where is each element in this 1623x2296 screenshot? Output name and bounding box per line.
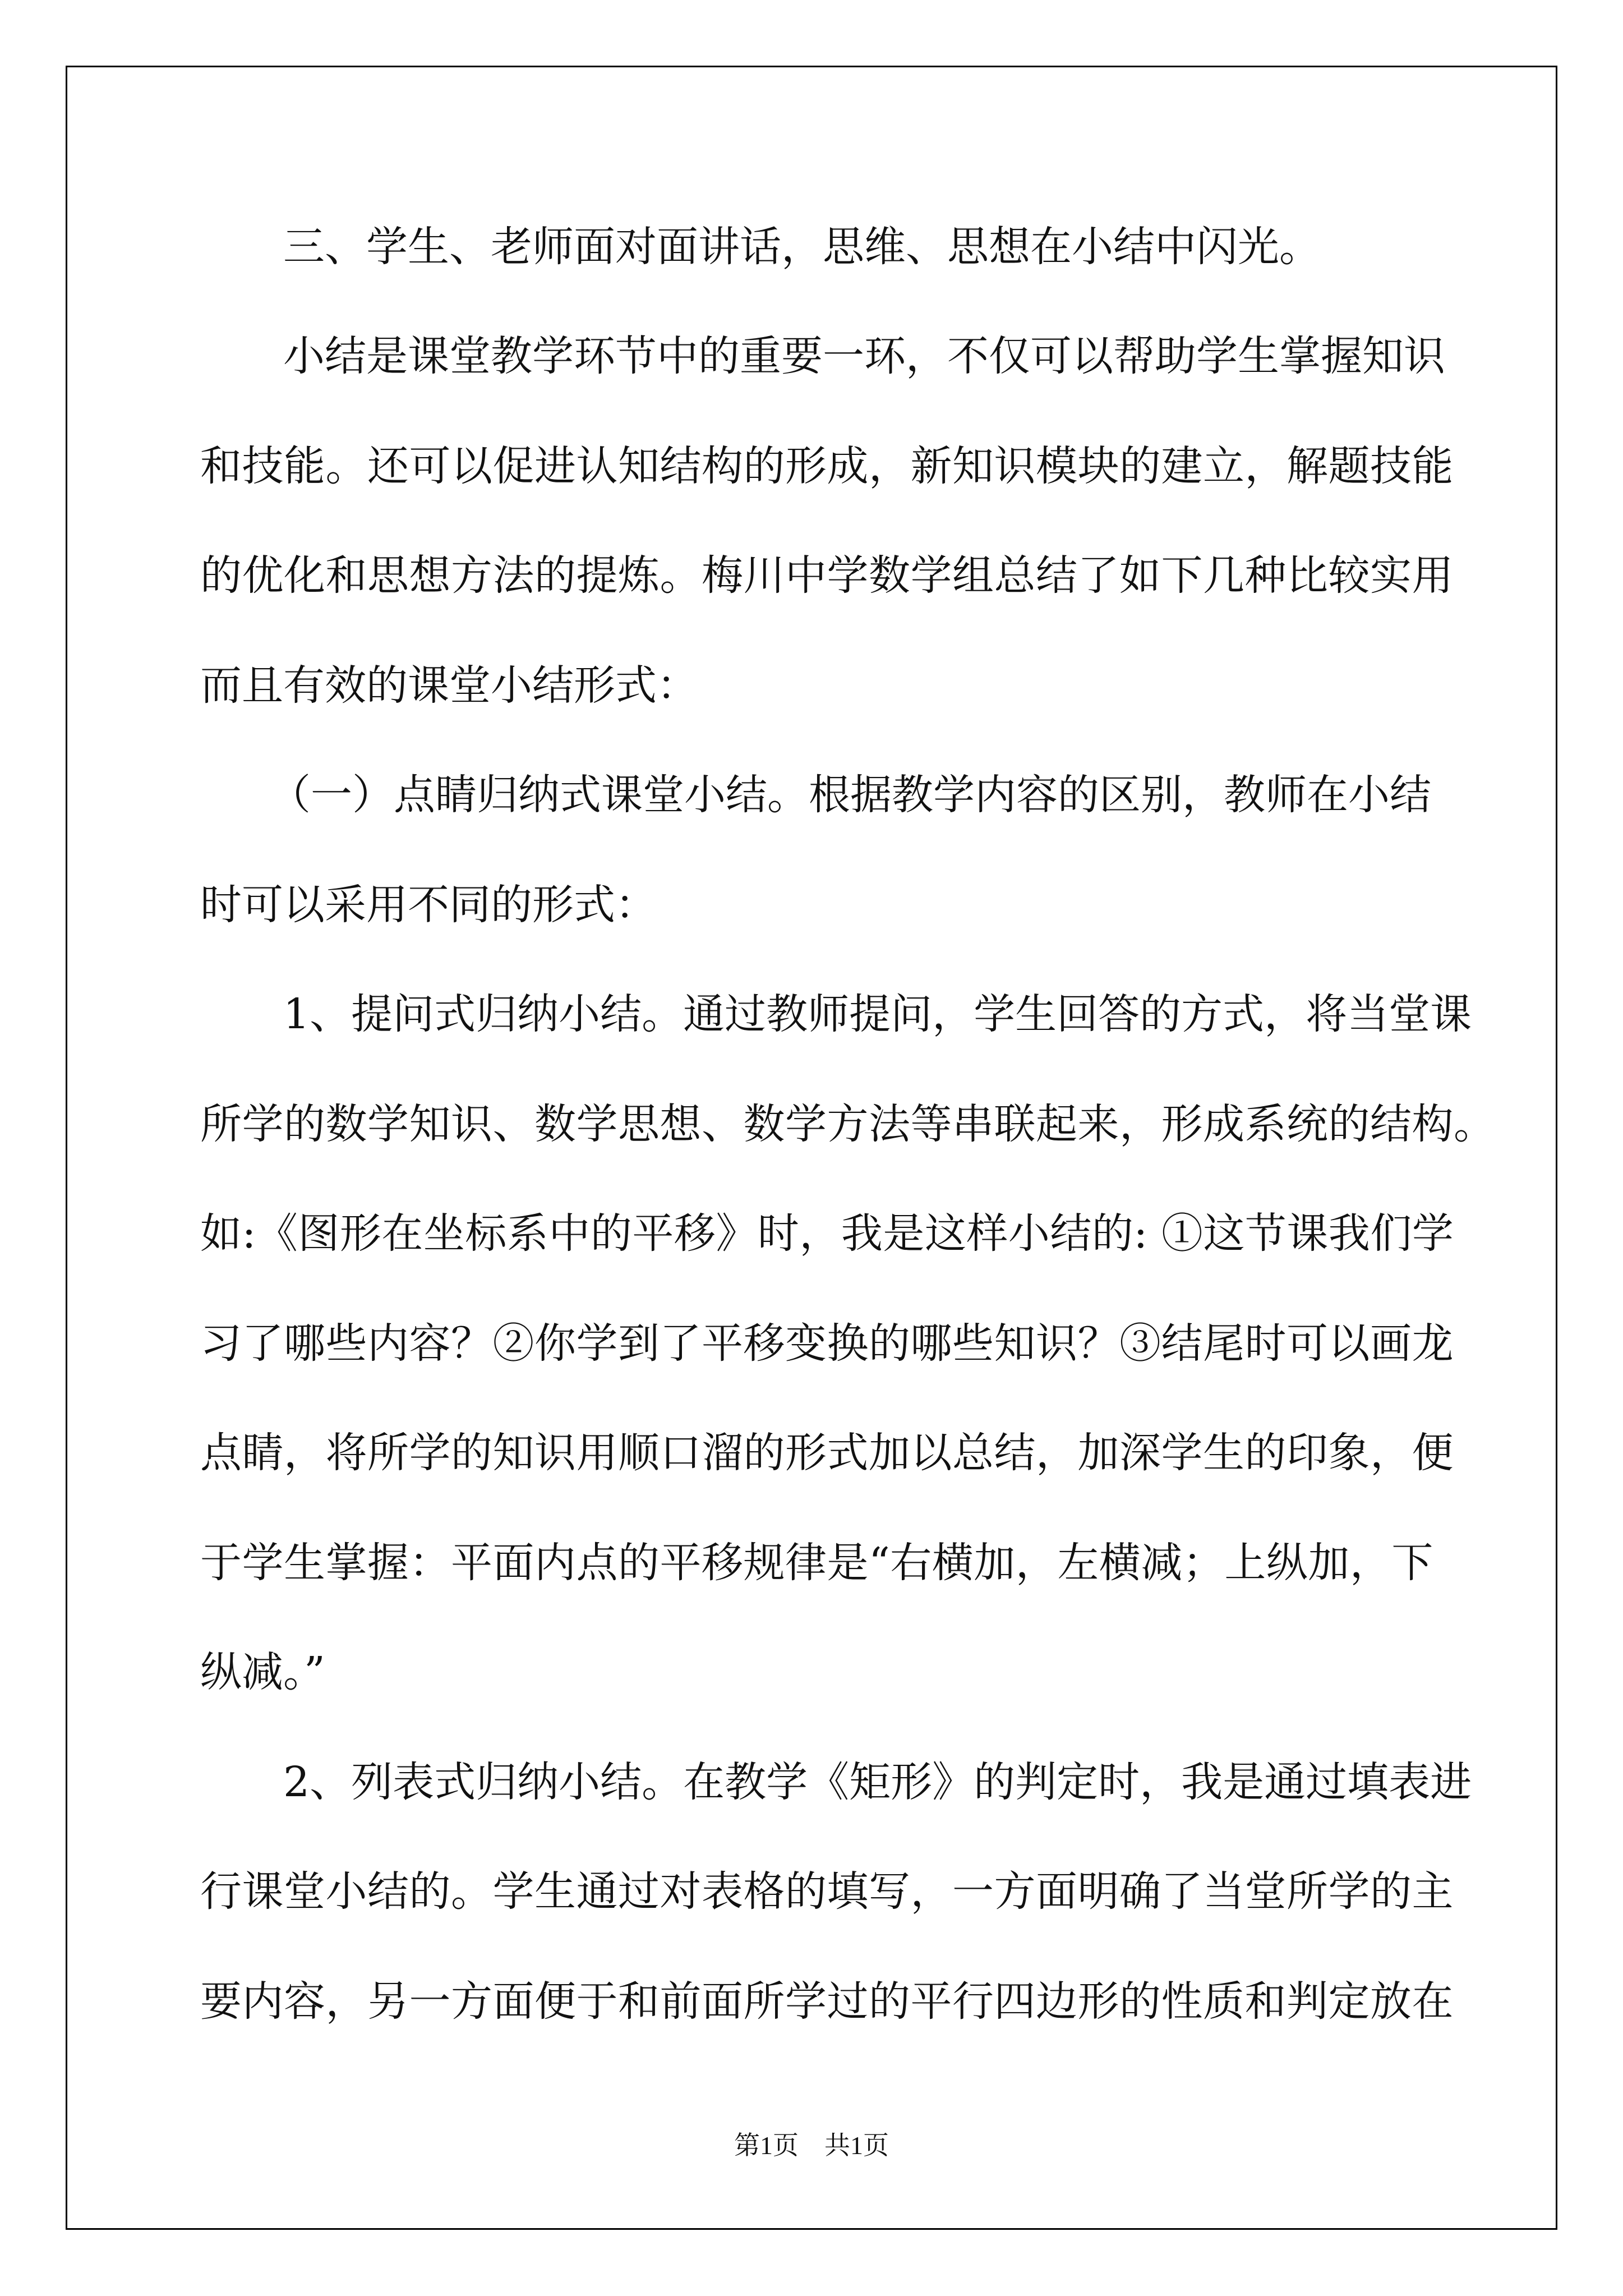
paragraph-line: 如:《图形在坐标系中的平移》时，我是这样小结的: ①这节课我们学 xyxy=(200,1209,1454,1258)
paragraph-line: 于学生掌握：平面内点的平移规律是“右横加，左横减；上纵加，下 xyxy=(200,1539,1433,1587)
paragraph-line: 三、学生、老师面对面讲话，思维、思想在小结中闪光。 xyxy=(283,223,1321,271)
paragraph-line: （一）点睛归纳式课堂小结。根据教学内容的区别，教师在小结 xyxy=(269,771,1431,819)
page-number-footer: 第1页 共1页 xyxy=(734,2131,889,2160)
paragraph-line: 点睛，将所学的知识用顺口溜的形式加以总结，加深学生的印象，便 xyxy=(200,1429,1454,1477)
paragraph-line: 纵减。” xyxy=(200,1648,325,1696)
paragraph-line: 行课堂小结的。学生通过对表格的填写，一方面明确了当堂所学的主 xyxy=(200,1867,1454,1916)
paragraph-line: 时可以采用不同的形式： xyxy=(200,881,657,929)
paragraph-line: 要内容，另一方面便于和前面所学过的平行四边形的性质和判定放在 xyxy=(200,1977,1454,2026)
paragraph-line: 2、列表式归纳小结。在教学《矩形》的判定时，我是通过填表进 xyxy=(283,1758,1472,1806)
paragraph-line: 习了哪些内容？②你学到了平移变换的哪些知识？③结尾时可以画龙 xyxy=(200,1319,1454,1368)
paragraph-line: 和技能。还可以促进认知结构的形成，新知识模块的建立，解题技能 xyxy=(200,442,1454,490)
paragraph-line: 而且有效的课堂小结形式： xyxy=(200,661,698,710)
paragraph-line: 的优化和思想方法的提炼。梅川中学数学组总结了如下几种比较实用 xyxy=(200,551,1454,600)
paragraph-line: 小结是课堂教学环节中的重要一环，不仅可以帮助学生掌握知识 xyxy=(283,332,1445,380)
paragraph-line: 1、提问式归纳小结。通过教师提问，学生回答的方式，将当堂课 xyxy=(283,990,1472,1038)
paragraph-line: 所学的数学知识、数学思想、数学方法等串联起来，形成系统的结构。 xyxy=(200,1100,1496,1148)
